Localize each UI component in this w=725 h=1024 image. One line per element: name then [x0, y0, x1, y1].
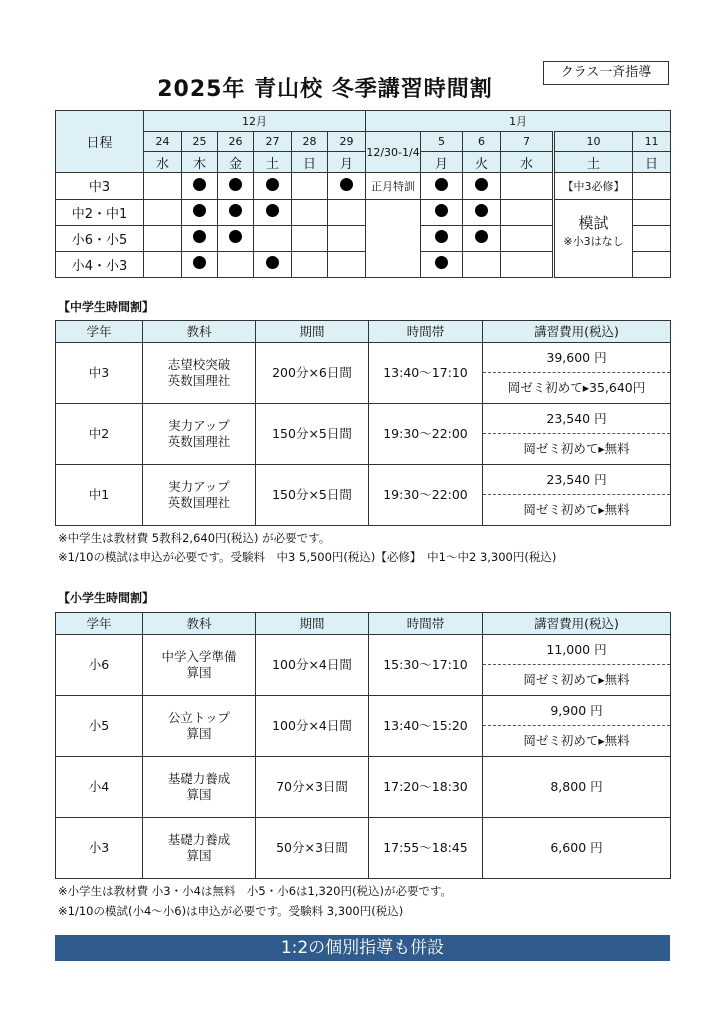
schedule-row [56, 173, 671, 199]
day-cell [421, 199, 463, 225]
schedule-label: 日程 [56, 111, 144, 173]
grade-cell: 小5 [56, 696, 143, 757]
subjects: 算国 [186, 787, 212, 802]
period-cell: 50分×3日間 [256, 818, 369, 879]
weekday-cell: 土 [554, 152, 633, 173]
course-name: 中学入学準備 [161, 649, 237, 664]
fee-regular: 8,800 円 [550, 779, 603, 794]
attendance-dot [435, 256, 448, 269]
subjects: 英数国理社 [167, 373, 231, 388]
attendance-dot [340, 178, 353, 191]
date-cell: 27 [254, 132, 292, 152]
day-cell [182, 199, 218, 225]
date-cell: 12/30-1/4 [366, 132, 421, 173]
table-row [56, 818, 671, 879]
day-cell [328, 173, 366, 199]
attendance-dot [475, 230, 488, 243]
weekday-cell: 火 [463, 152, 501, 173]
course-name: 実力アップ [168, 418, 230, 433]
grade-cell: 中1 [56, 465, 143, 526]
month-jan: 1月 [366, 111, 671, 132]
fee-first-time: 岡ゼミ初めて▸無料 [523, 672, 630, 687]
day-cell [463, 251, 501, 277]
weekday-cell: 日 [633, 152, 671, 173]
column-header: 時間帯 [369, 613, 483, 635]
schedule-table [55, 110, 671, 278]
date-cell: 6 [463, 132, 501, 152]
new-year-cell: 正月特訓 [366, 173, 421, 199]
weekday-cell: 水 [501, 152, 554, 173]
column-header: 教科 [143, 321, 256, 343]
day-cell [254, 173, 292, 199]
subjects: 英数国理社 [167, 495, 231, 510]
column-header: 講習費用(税込) [483, 321, 671, 343]
period-cell: 100分×4日間 [256, 696, 369, 757]
attendance-dot [266, 204, 279, 217]
month-dec: 12月 [144, 111, 366, 132]
day-cell [254, 251, 292, 277]
period-cell: 150分×5日間 [256, 465, 369, 526]
time-cell: 15:30〜17:10 [369, 635, 483, 696]
weekday-cell: 木 [182, 152, 218, 173]
day-cell [421, 251, 463, 277]
table-row [56, 404, 671, 465]
subjects: 算国 [186, 848, 212, 863]
period-cell: 200分×6日間 [256, 343, 369, 404]
table-row [56, 343, 671, 404]
attendance-dot [475, 178, 488, 191]
subject-cell [143, 343, 256, 404]
mock-label: 模試 [578, 213, 609, 232]
day-cell [421, 225, 463, 251]
date-cell: 10 [554, 132, 633, 152]
subject-cell [143, 818, 256, 879]
holiday-cell [366, 199, 421, 277]
day-cell [501, 173, 554, 199]
day-cell [218, 199, 254, 225]
grade-cell: 中2 [56, 404, 143, 465]
subjects: 英数国理社 [167, 434, 231, 449]
day-cell [421, 173, 463, 199]
day-cell [292, 173, 328, 199]
attendance-dot [435, 204, 448, 217]
date-cell: 11 [633, 132, 671, 152]
attendance-dot [266, 256, 279, 269]
day-cell [501, 251, 554, 277]
table-row [56, 635, 671, 696]
junior-heading: 【中学生時間割】 [58, 300, 155, 314]
fee-cell [483, 404, 671, 465]
period-cell: 70分×3日間 [256, 757, 369, 818]
attendance-dot [435, 178, 448, 191]
period-cell: 100分×4日間 [256, 635, 369, 696]
elementary-table [55, 612, 671, 879]
table-row [56, 465, 671, 526]
day-cell [144, 251, 182, 277]
day-cell [633, 225, 671, 251]
mock-required-cell: 【中3必修】 [554, 173, 633, 199]
header-row [56, 613, 671, 635]
date-cell: 25 [182, 132, 218, 152]
day-cell [328, 225, 366, 251]
time-cell: 19:30〜22:00 [369, 465, 483, 526]
course-name: 基礎力養成 [167, 832, 231, 847]
time-cell: 13:40〜17:10 [369, 343, 483, 404]
fee-cell [483, 635, 671, 696]
class-type-badge: クラス一斉指導 [543, 61, 669, 85]
junior-table [55, 320, 671, 526]
column-header: 学年 [56, 613, 143, 635]
grade-cell: 小4・小3 [56, 251, 144, 277]
day-cell [144, 199, 182, 225]
subjects: 算国 [186, 726, 212, 741]
day-cell [501, 225, 554, 251]
fee-first-time: 岡ゼミ初めて▸35,640円 [507, 380, 646, 395]
course-name: 志望校突破 [167, 357, 231, 372]
course-name: 基礎力養成 [167, 771, 231, 786]
weekday-cell: 土 [254, 152, 292, 173]
day-cell [144, 173, 182, 199]
day-cell [463, 173, 501, 199]
column-header: 期間 [256, 613, 369, 635]
day-cell [254, 199, 292, 225]
weekday-cell: 日 [292, 152, 328, 173]
attendance-dot [229, 204, 242, 217]
weekday-cell: 月 [421, 152, 463, 173]
elementary-note-2: ※1/10の模試(小4〜小6)は申込が必要です。受験料 3,300円(税込) [58, 904, 404, 918]
column-header: 期間 [256, 321, 369, 343]
junior-note-1: ※中学生は教材費 5教科2,640円(税込) が必要です。 [58, 531, 331, 545]
date-cell: 7 [501, 132, 554, 152]
date-cell: 24 [144, 132, 182, 152]
day-cell [463, 199, 501, 225]
fee-first-time: 岡ゼミ初めて▸無料 [523, 441, 630, 456]
attendance-dot [475, 204, 488, 217]
fee-cell [483, 465, 671, 526]
weekday-cell: 水 [144, 152, 182, 173]
day-cell [292, 251, 328, 277]
day-cell [218, 251, 254, 277]
weekday-cell: 月 [328, 152, 366, 173]
fee-regular: 6,600 円 [550, 840, 603, 855]
fee-first-time: 岡ゼミ初めて▸無料 [523, 502, 630, 517]
day-cell [182, 173, 218, 199]
day-cell [292, 225, 328, 251]
mock-cell [554, 199, 633, 277]
grade-cell: 小6・小5 [56, 225, 144, 251]
day-cell [144, 225, 182, 251]
day-cell [218, 225, 254, 251]
day-cell [182, 225, 218, 251]
column-header: 学年 [56, 321, 143, 343]
fee-regular: 23,540 円 [483, 404, 670, 434]
day-cell [633, 173, 671, 199]
day-cell [254, 225, 292, 251]
date-cell: 26 [218, 132, 254, 152]
day-cell [182, 251, 218, 277]
attendance-dot [435, 230, 448, 243]
period-cell: 150分×5日間 [256, 404, 369, 465]
fee-first-time: 岡ゼミ初めて▸無料 [523, 733, 630, 748]
grade-cell: 中3 [56, 173, 144, 199]
time-cell: 17:55〜18:45 [369, 818, 483, 879]
attendance-dot [229, 230, 242, 243]
grade-cell: 小6 [56, 635, 143, 696]
weekday-cell: 金 [218, 152, 254, 173]
subjects: 算国 [186, 665, 212, 680]
date-cell: 28 [292, 132, 328, 152]
subject-cell [143, 404, 256, 465]
column-header: 時間帯 [369, 321, 483, 343]
day-cell [633, 199, 671, 225]
header-row [56, 321, 671, 343]
grade-cell: 小4 [56, 757, 143, 818]
attendance-dot [193, 230, 206, 243]
subject-cell [143, 696, 256, 757]
mock-note: ※小3はなし [563, 234, 624, 248]
attendance-dot [193, 178, 206, 191]
day-cell [328, 251, 366, 277]
fee-regular: 11,000 円 [483, 635, 670, 665]
date-cell: 5 [421, 132, 463, 152]
day-cell [218, 173, 254, 199]
grade-cell: 小3 [56, 818, 143, 879]
subject-cell [143, 635, 256, 696]
attendance-dot [266, 178, 279, 191]
fee-regular: 9,900 円 [483, 696, 670, 726]
page-title: 2025年 青山校 冬季講習時間割 [157, 77, 493, 102]
grade-cell: 中3 [56, 343, 143, 404]
fee-cell [483, 757, 671, 818]
day-cell [328, 199, 366, 225]
subject-cell [143, 465, 256, 526]
attendance-dot [193, 256, 206, 269]
day-cell [501, 199, 554, 225]
day-cell [292, 199, 328, 225]
time-cell: 13:40〜15:20 [369, 696, 483, 757]
subject-cell [143, 757, 256, 818]
junior-note-2: ※1/10の模試は申込が必要です。受験料 中3 5,500円(税込)【必修】 中1〜中2 3,300円(税込) [58, 550, 557, 564]
fee-cell [483, 818, 671, 879]
course-name: 公立トップ [167, 710, 231, 725]
banner: 1:2の個別指導も併設 [55, 935, 670, 961]
course-name: 実力アップ [168, 479, 230, 494]
fee-regular: 39,600 円 [483, 343, 670, 373]
column-header: 講習費用(税込) [483, 613, 671, 635]
day-cell [633, 251, 671, 277]
schedule-row [56, 199, 671, 225]
fee-regular: 23,540 円 [483, 465, 670, 495]
time-cell: 19:30〜22:00 [369, 404, 483, 465]
attendance-dot [229, 178, 242, 191]
attendance-dot [193, 204, 206, 217]
grade-cell: 中2・中1 [56, 199, 144, 225]
table-row [56, 696, 671, 757]
fee-cell [483, 343, 671, 404]
table-row [56, 757, 671, 818]
date-cell: 29 [328, 132, 366, 152]
elementary-heading: 【小学生時間割】 [58, 591, 155, 605]
time-cell: 17:20〜18:30 [369, 757, 483, 818]
elementary-note-1: ※小学生は教材費 小3・小4は無料 小5・小6は1,320円(税込)が必要です。 [58, 884, 453, 898]
fee-cell [483, 696, 671, 757]
day-cell [463, 225, 501, 251]
column-header: 教科 [143, 613, 256, 635]
